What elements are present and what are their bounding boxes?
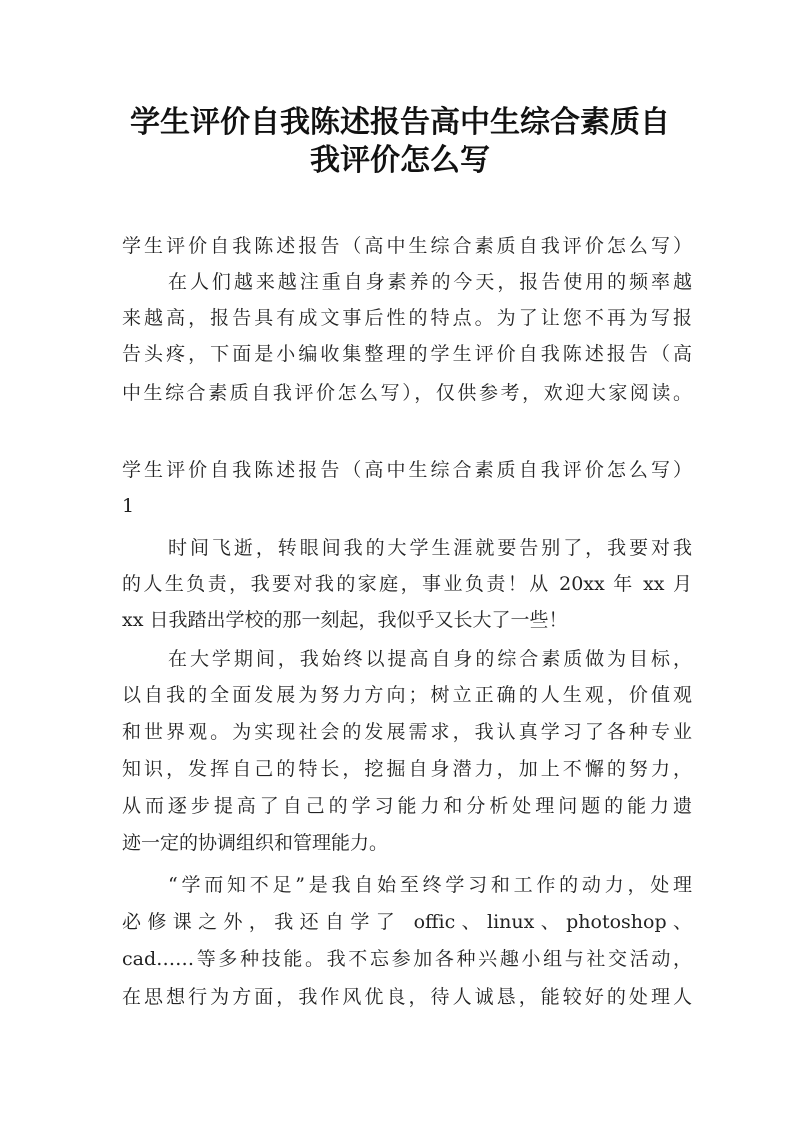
paragraph-line: 迹一定的协调组织和管理能力。 <box>122 832 389 854</box>
paragraph-line: 在思想行为方面，我作风优良，待人诚恳，能较好的处理人 <box>122 986 692 1008</box>
paragraph-line: 知识，发挥自己的特长，挖掘自身潜力，加上不懈的努力， <box>122 758 692 780</box>
paragraph-line: cad……等多种技能。我不忘参加各种兴趣小组与社交活动， <box>122 948 692 970</box>
paragraph-line: 在大学期间，我始终以提高自身的综合素质做为目标， <box>168 648 692 670</box>
paragraph-line: 在人们越来越注重自身素养的今天，报告使用的频率越 <box>168 271 692 293</box>
document-title-line-1: 学生评价自我陈述报告高中生综合素质自 <box>130 105 670 140</box>
paragraph-line: 中生综合素质自我评价怎么写），仅供参考，欢迎大家阅读。 <box>122 382 692 404</box>
paragraph-line: xx 日我踏出学校的那一刻起，我似乎又长大了一些！ <box>122 609 568 631</box>
document-title-line-2: 我评价怎么写 <box>310 143 490 178</box>
section-heading-intro: 学生评价自我陈述报告（高中生综合素质自我评价怎么写） <box>122 235 692 257</box>
paragraph-line: 的人生负责，我要对我的家庭，事业负责！从 20xx 年 xx 月 <box>122 573 692 595</box>
paragraph-line: “学而知不足”是我自始至终学习和工作的动力，处理 <box>168 874 692 896</box>
paragraph-line: 和世界观。为实现社会的发展需求，我认真学习了各种专业 <box>122 721 692 743</box>
section-heading-1: 学生评价自我陈述报告（高中生综合素质自我评价怎么写） <box>122 459 692 481</box>
section-heading-1-number: 1 <box>122 495 135 517</box>
paragraph-line: 告头疼，下面是小编收集整理的学生评价自我陈述报告（高 <box>122 343 692 365</box>
paragraph-line: 以自我的全面发展为努力方向；树立正确的人生观，价值观 <box>122 684 692 706</box>
paragraph-line: 来越高，报告具有成文事后性的特点。为了让您不再为写报 <box>122 307 692 329</box>
paragraph-line: 时间飞逝，转眼间我的大学生涯就要告别了，我要对我 <box>168 537 692 559</box>
paragraph-line: 从而逐步提高了自己的学习能力和分析处理问题的能力遗 <box>122 795 692 817</box>
paragraph-line: 必修课之外，我还自学了 offic、linux、photoshop、 <box>122 911 692 933</box>
